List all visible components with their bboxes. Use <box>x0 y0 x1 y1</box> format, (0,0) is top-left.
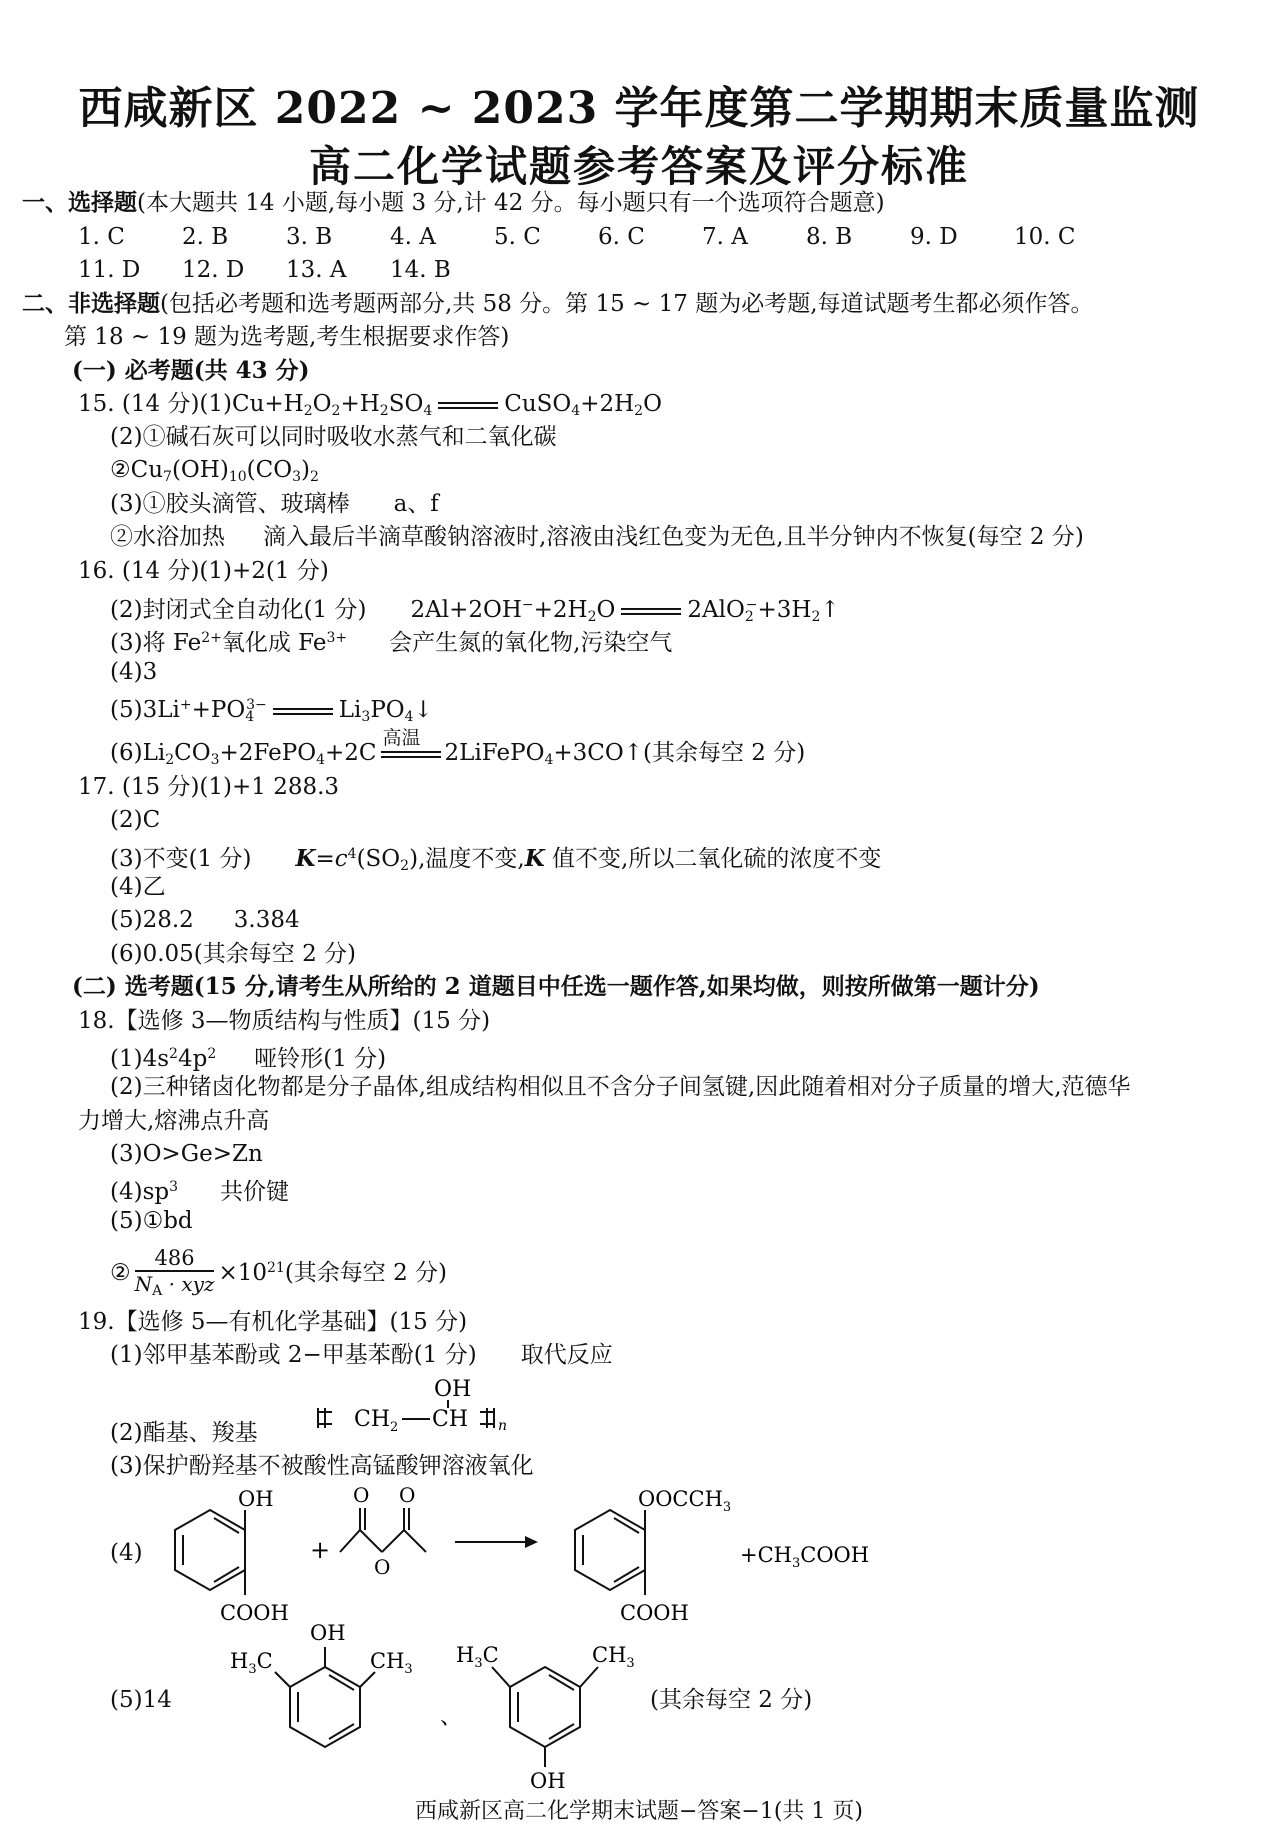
mc-answer: 1. C <box>78 224 125 250</box>
part1-heading-line <box>22 188 885 218</box>
q17-line-1: 17. (15 分)(1)+1 288.3 <box>78 774 340 800</box>
text: = <box>315 846 335 872</box>
mc-answer: 10. C <box>1014 224 1076 250</box>
text: ②水浴加热 <box>110 524 225 550</box>
text: (1)4s <box>110 1046 170 1072</box>
q16-line-2: (2)封闭式全自动化(1 分) $2Al+2OH^-+2H_2O$ $2AlO_2^-+3H_2↑$ <box>110 597 840 625</box>
text: Li <box>338 697 362 723</box>
salicylic-acid <box>175 1487 289 1625</box>
q19-line-3: (2)酯基、羧基 <box>110 1420 258 1446</box>
text: a、f <box>393 491 439 517</box>
q16-line-3 <box>110 623 672 658</box>
polymer-bracket-right <box>480 1408 494 1428</box>
text: CO <box>174 740 211 766</box>
isomer-structures <box>230 1612 650 1792</box>
q19-line-1: 19.【选修 5—有机化学基础】(15 分) <box>78 1309 468 1335</box>
text: 7 <box>163 469 172 485</box>
cooh-label: COOH <box>620 1601 689 1625</box>
q18-line-8 <box>110 1244 447 1303</box>
q15-line-5 <box>110 522 1084 552</box>
text: 2 <box>303 403 313 419</box>
part1-heading: 一、选择题 <box>22 189 137 216</box>
text: ↑ <box>820 597 840 623</box>
dimethylphenol-2-6 <box>230 1621 413 1747</box>
mc-answer: 5. C <box>494 224 541 250</box>
q19-line-2 <box>110 1340 613 1370</box>
h3c-label: $H_3C$ <box>456 1643 499 1671</box>
text: K <box>524 845 545 872</box>
o-label: O <box>399 1483 416 1507</box>
text: 2 <box>634 403 644 419</box>
text: +2FePO <box>219 740 317 766</box>
text: (其余每空 2 分) <box>284 1260 448 1286</box>
text: 会产生氮的氧化物,污染空气 <box>389 630 673 656</box>
text: O <box>596 597 616 623</box>
text: +H <box>340 391 380 417</box>
text: ×10 <box>218 1260 267 1286</box>
text: ②Cu <box>110 457 164 483</box>
text: (3)将 Fe <box>110 630 202 656</box>
q19-line-6-tail: (其余每空 2 分) <box>650 1687 813 1713</box>
q19-line-5-label: (4) <box>110 1540 143 1566</box>
ooccch3-label: $OOCCH_3$ <box>638 1487 732 1515</box>
text: 2Al+2OH <box>410 597 522 623</box>
condition-equals <box>381 726 441 758</box>
mc-answer: 13. A <box>286 257 347 283</box>
text: 共价键 <box>220 1179 290 1205</box>
q18-line-4: 力增大,熔沸点升高 <box>78 1108 270 1134</box>
text: 2 <box>379 403 389 419</box>
text: ② <box>110 1260 131 1286</box>
optional-heading: (二) 选考题(15 分,请考生从所给的 2 道题目中任选一题作答,如果均做，则按所做第一题计分) <box>72 973 1040 1000</box>
text: (3)不变(1 分) <box>110 846 252 872</box>
required-heading: (一) 必考题(共 43 分) <box>72 357 310 384</box>
text: ) <box>301 457 310 483</box>
q15-line-2: (2)①碱石灰可以同时吸收水蒸气和二氧化碳 <box>110 424 557 450</box>
acetic-acid-label: $+CH_3COOH$ <box>740 1543 870 1571</box>
ch3-label: $CH_3$ <box>370 1649 413 1677</box>
text: 3+ <box>326 630 348 646</box>
fraction-numerator: 486 <box>135 1246 215 1272</box>
reaction-condition: 高温 <box>382 726 421 749</box>
ch2-label: $CH_2$ <box>354 1407 399 1435</box>
text: K <box>295 845 316 872</box>
fraction-denominator <box>135 1272 215 1303</box>
text: 2+ <box>201 630 222 646</box>
text: 滴入最后半滴草酸钠溶液时,溶液由浅红色变为无色,且半分钟内不恢复(每空 2 分) <box>263 524 1084 550</box>
text: 4 <box>347 846 357 862</box>
text: 4p <box>177 1046 208 1072</box>
oh-label: OH <box>310 1621 346 1645</box>
part2-note: (包括必考题和选考题两部分,共 58 分。第 15 ~ 17 题为必考题,每道试题考生都必须作答。 <box>160 291 1094 317</box>
mc-answer: 14. B <box>390 257 451 283</box>
q18-line-7: (5)①bd <box>110 1208 193 1234</box>
equals-sign <box>273 708 333 715</box>
part2-note-line2: 第 18 ~ 19 题为选考题,考生根据要求作答) <box>64 324 510 350</box>
text: ↓ <box>413 697 433 723</box>
text: O <box>643 391 662 417</box>
text: (6)Li <box>110 740 166 766</box>
text: O <box>312 391 332 417</box>
bridge-o-label: O <box>374 1555 391 1579</box>
text: SO <box>388 391 424 417</box>
part2-heading: 二、非选择题 <box>22 290 160 317</box>
text: (5)3Li <box>110 697 180 723</box>
text: 2 <box>331 403 341 419</box>
q15-line-1 <box>78 389 662 426</box>
acetic-anhydride <box>340 1483 446 1579</box>
q16-line-1: 16. (14 分)(1)+2(1 分) <box>78 558 329 584</box>
text: 值不变,所以二氧化硫的浓度不变 <box>544 846 882 872</box>
text: +PO <box>191 697 246 723</box>
q17-line-5 <box>110 905 300 935</box>
q18-line-1: 18.【选修 3—物质结构与性质】(15 分) <box>78 1008 491 1034</box>
text: (SO <box>356 846 401 872</box>
mc-answers-row-1 <box>78 222 1118 252</box>
o-label: O <box>353 1483 370 1507</box>
mc-answer: 2. B <box>182 224 229 250</box>
mc-answer: 9. D <box>910 224 958 250</box>
text: 3.384 <box>233 907 300 933</box>
polymer-bracket-left <box>318 1408 332 1428</box>
mc-answer: 7. A <box>702 224 748 250</box>
text: (5)28.2 <box>110 907 194 933</box>
q17-line-3: (3)不变(1 分) $K=c^4(SO_2)$,温度不变,K 值不变,所以二氧化硫的浓度不变 <box>110 845 882 874</box>
q16-line-6: $(6)Li_2CO_3+2FePO_4+2C$ 高温 2LiFePO$_4$+3CO↑(其余每空 2 分) <box>110 738 805 775</box>
dimethylphenol-3-5 <box>456 1643 635 1793</box>
text: 哑铃形(1 分) <box>254 1046 387 1072</box>
text: 2AlO <box>687 597 745 623</box>
text: c <box>334 846 348 872</box>
text: 4 <box>423 403 433 419</box>
text: +2H <box>580 391 635 417</box>
oh-label: OH <box>434 1377 472 1402</box>
answer-subtitle: 高二化学试题参考答案及评分标准 <box>308 142 969 191</box>
cooh-label: COOH <box>220 1601 289 1625</box>
exam-title: 西咸新区 2022 ~ 2023 学年度第二学期期末质量监测 <box>78 83 1200 134</box>
q18-line-3: (2)三种锗卤化物都是分子晶体,组成结构相似且不含分子间氢键,因此随着相对分子质量的增大,范德华 <box>110 1074 1131 1100</box>
text: 10 <box>228 469 247 485</box>
mc-answer: 11. D <box>78 257 141 283</box>
equals-sign <box>438 402 498 409</box>
q15-line-4 <box>110 489 439 519</box>
text: ),温度不变, <box>409 846 525 872</box>
text: 3 <box>292 469 302 485</box>
h3c-label: $H_3C$ <box>230 1649 273 1677</box>
text: +3CO↑(其余每空 2 分) <box>553 740 806 766</box>
text: 21 <box>266 1260 285 1276</box>
text: 4 <box>571 403 581 419</box>
aspirin <box>575 1487 731 1625</box>
q17-line-2: (2)C <box>110 807 161 833</box>
q18-line-5: (3)O>Ge>Zn <box>110 1141 263 1167</box>
mc-answer: 6. C <box>598 224 645 250</box>
q18-line-6: $(4)sp^3$ 共价键 <box>110 1179 290 1205</box>
text: 氧化成 Fe <box>221 630 327 656</box>
text: A <box>152 1282 163 1299</box>
acetylation-reaction <box>150 1480 870 1630</box>
text: N <box>134 1271 153 1296</box>
reaction-arrow <box>455 1536 538 1548</box>
q16-line-4: (4)3 <box>110 659 158 685</box>
q16-line-5: $(5)3Li^++PO_4^{3-}$ $Li_3PO_4↓$ <box>110 697 433 725</box>
mc-answers-row-2 <box>78 255 494 285</box>
mc-answer: 4. A <box>390 224 436 250</box>
text: 2LiFePO <box>444 740 545 766</box>
oh-label: OH <box>530 1769 566 1793</box>
q19-line-4: (3)保护酚羟基不被酸性高锰酸钾溶液氧化 <box>110 1453 534 1479</box>
text: (1)邻甲基苯酚或 2−甲基苯酚(1 分) <box>110 1342 477 1368</box>
mc-answer: 12. D <box>182 257 245 283</box>
text: (4)sp <box>110 1179 170 1205</box>
q15-line-3 <box>110 455 319 492</box>
page-footer: 西咸新区高二化学期末试题−答案−1(共 1 页) <box>414 1799 863 1824</box>
text: (OH) <box>171 457 229 483</box>
ch-label: CH <box>432 1407 469 1432</box>
plus-sign: + <box>310 1536 331 1564</box>
q17-line-4: (4)乙 <box>110 874 166 900</box>
text: PO <box>370 697 405 723</box>
text: +2C <box>325 740 377 766</box>
mc-answer: 3. B <box>286 224 333 250</box>
q18-line-2: $(1)4s^24p^2$ 哑铃形(1 分) <box>110 1046 387 1072</box>
text: 2 <box>310 469 319 485</box>
text: (3)①胶头滴管、玻璃棒 <box>110 491 350 517</box>
polymer-structure <box>310 1372 540 1435</box>
density-fraction <box>135 1246 215 1303</box>
text: CuSO <box>504 391 572 417</box>
text: (2)封闭式全自动化(1 分) <box>110 597 367 623</box>
oh-label: OH <box>238 1487 274 1511</box>
mc-answer: 8. B <box>806 224 853 250</box>
text: · xyz <box>162 1271 215 1296</box>
part2-heading-line <box>22 289 1094 319</box>
text: 15. (14 分)(1)Cu+H <box>78 391 304 417</box>
text: +3H <box>757 597 812 623</box>
n-label: n <box>498 1418 508 1434</box>
text: (CO <box>246 457 293 483</box>
text: 取代反应 <box>520 1342 613 1368</box>
q17-line-6: (6)0.05(其余每空 2 分) <box>110 941 356 967</box>
text: +2H <box>533 597 588 623</box>
part1-note: (本大题共 14 小题,每小题 3 分,计 42 分。每小题只有一个选项符合题意) <box>137 190 885 216</box>
equals-sign <box>621 608 681 615</box>
separator: 、 <box>440 1705 463 1730</box>
ch3-label: $CH_3$ <box>592 1643 635 1671</box>
q19-line-6-label: (5)14 <box>110 1687 172 1713</box>
